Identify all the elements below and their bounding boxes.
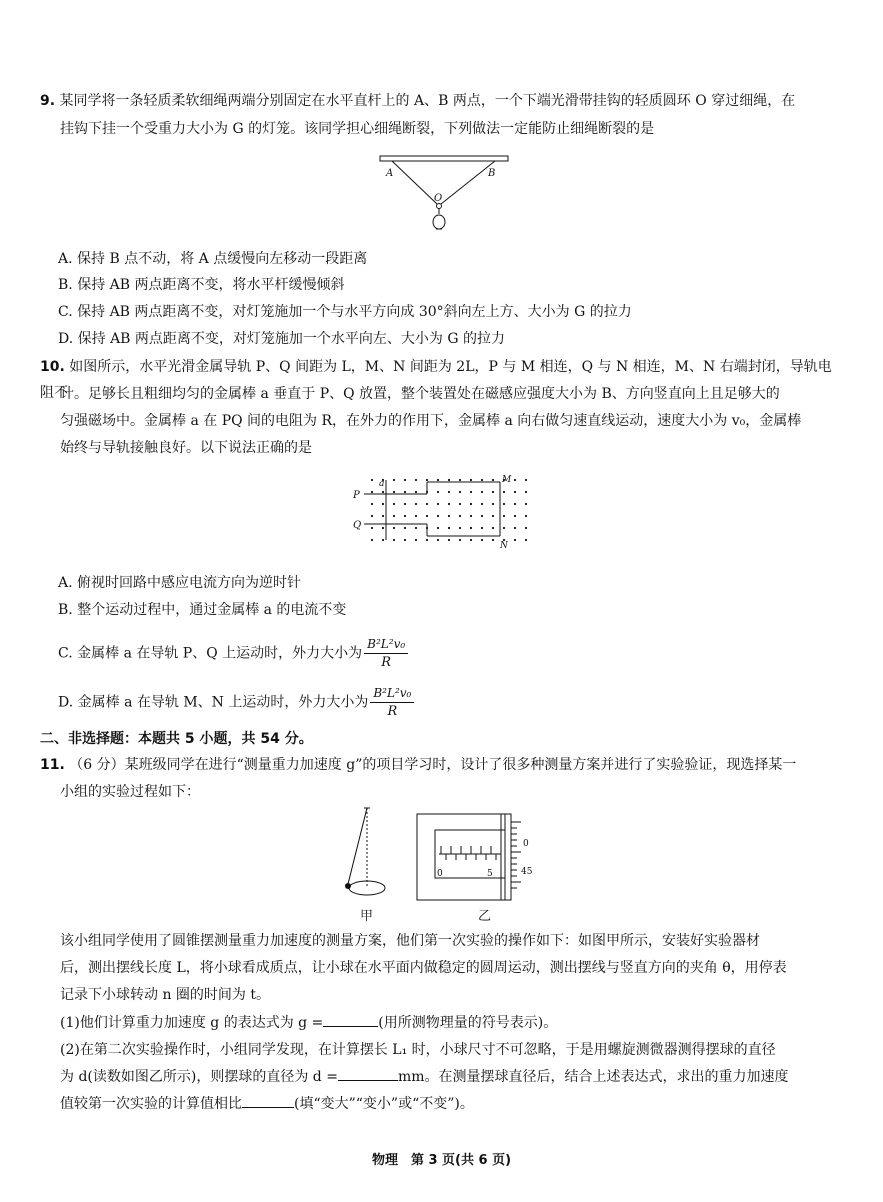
lantern-rope-figure	[370, 148, 515, 240]
field-dot	[393, 527, 395, 529]
field-dot	[437, 479, 439, 481]
field-dot	[492, 479, 494, 481]
question-10-line2: 计。足够长且粗细均匀的金属棒 a 垂直于 P、Q 放置，整个装置处在磁感应强度大小为 B、方向竖直向上且足够大的	[60, 386, 780, 402]
answer-blank-g[interactable]	[323, 1010, 378, 1027]
q11-subquestion-2-line2	[40, 1064, 855, 1090]
field-dot	[492, 527, 494, 529]
magnetic-field-dots	[371, 479, 527, 541]
q11-subquestion-1	[40, 1010, 855, 1036]
field-dot	[525, 527, 527, 529]
field-dot	[481, 491, 483, 493]
field-dot	[393, 479, 395, 481]
field-dot	[514, 515, 516, 517]
q11-subquestion-2-line3	[40, 1091, 855, 1117]
question-11-line2: 小组的实验过程如下：	[60, 784, 200, 800]
field-dot	[481, 503, 483, 505]
pendulum-string	[348, 808, 367, 884]
field-dot	[448, 491, 450, 493]
figure-caption-jia: 甲	[360, 909, 374, 924]
field-dot	[470, 527, 472, 529]
pendulum-ball	[345, 883, 351, 889]
sub2-text: 为 d(读数如图乙所示)，则摆球的直径为 d =	[60, 1069, 338, 1085]
field-dot	[404, 479, 406, 481]
option-text: C. 金属棒 a 在导轨 P、Q 上运动时，外力大小为	[58, 645, 363, 662]
page-footer: 物理 第 3 页(共 6 页)	[371, 1153, 512, 1168]
field-dot	[415, 503, 417, 505]
field-dot	[448, 503, 450, 505]
label-b: B	[488, 168, 496, 179]
field-dot	[503, 503, 505, 505]
rope-right	[441, 161, 495, 204]
option-9c: C. 保持 AB 两点距离不变，对灯笼施加一个与水平方向成 30°斜向左上方、大小为 G 的拉力	[58, 304, 632, 320]
field-dot	[525, 491, 527, 493]
field-dot	[525, 503, 527, 505]
sub2-text-end: (填“变大”“变小”或“不变”)。	[294, 1096, 474, 1112]
fraction-numerator: B²L²v₀	[370, 685, 414, 703]
field-dot	[437, 491, 439, 493]
field-dot	[371, 539, 373, 541]
ring-o	[437, 204, 442, 209]
field-dot	[514, 527, 516, 529]
option-10c	[58, 636, 838, 671]
field-dot	[437, 539, 439, 541]
field-dot	[525, 515, 527, 517]
fraction-denominator: R	[387, 704, 398, 719]
question-number: 11.	[40, 757, 65, 773]
rail-magnetic-field-figure	[350, 474, 550, 554]
field-dot	[437, 527, 439, 529]
field-dot	[459, 515, 461, 517]
fraction	[370, 685, 414, 720]
question-text-line: 如图所示，水平光滑金属导轨 P、Q 间距为 L，M、N 间距为 2L，P 与 M 相连，Q 与 N 相连，M、N 右端封闭，导轨电阻不	[40, 359, 832, 401]
field-dot	[514, 479, 516, 481]
field-dot	[437, 515, 439, 517]
field-dot	[404, 527, 406, 529]
conical-pendulum-figure	[340, 806, 400, 902]
field-dot	[393, 503, 395, 505]
field-dot	[514, 539, 516, 541]
option-9d: D. 保持 AB 两点距离不变，对灯笼施加一个水平向左、大小为 G 的拉力	[58, 331, 506, 347]
field-dot	[382, 539, 384, 541]
field-dot	[371, 503, 373, 505]
field-dot	[404, 515, 406, 517]
main-scale-ticks	[441, 846, 496, 860]
sub1-text-end: (用所测物理量的符号表示)。	[378, 1015, 558, 1031]
question-number: 9.	[40, 93, 56, 109]
field-dot	[382, 491, 384, 493]
field-dot	[448, 479, 450, 481]
field-dot	[514, 491, 516, 493]
option-10a: A. 俯视时回路中感应电流方向为逆时针	[58, 575, 302, 591]
field-dot	[503, 515, 505, 517]
field-dot	[481, 527, 483, 529]
rope-left	[392, 161, 437, 204]
field-dot	[415, 527, 417, 529]
label-q: Q	[353, 520, 362, 531]
field-dot	[459, 479, 461, 481]
field-dot	[448, 515, 450, 517]
field-dot	[525, 479, 527, 481]
fraction-denominator: R	[381, 655, 392, 670]
field-dot	[393, 515, 395, 517]
field-dot	[470, 515, 472, 517]
field-dot	[481, 479, 483, 481]
thimble-scale-ticks	[511, 822, 521, 888]
label-m: M	[502, 475, 512, 485]
field-dot	[481, 515, 483, 517]
field-dot	[459, 539, 461, 541]
field-dot	[415, 479, 417, 481]
field-dot	[371, 515, 373, 517]
label-o: O	[434, 193, 443, 204]
section-heading: 二、非选择题：本题共 5 小题，共 54 分。	[40, 731, 313, 747]
option-9b: B. 保持 AB 两点距离不变，将水平杆缓慢倾斜	[58, 277, 345, 293]
sub2-text-end: mm。在测量摆球直径后，结合上述表达式，求出的重力加速度	[397, 1069, 789, 1085]
field-dot	[404, 503, 406, 505]
field-dot	[382, 515, 384, 517]
field-dot	[459, 491, 461, 493]
main-label-5: 5	[487, 869, 493, 879]
label-n: N	[500, 541, 508, 551]
option-10b: B. 整个运动过程中，通过金属棒 a 的电流不变	[58, 602, 347, 618]
field-dot	[426, 539, 428, 541]
field-dot	[470, 479, 472, 481]
field-dot	[371, 527, 373, 529]
field-dot	[470, 503, 472, 505]
field-dot	[459, 503, 461, 505]
field-dot	[448, 539, 450, 541]
sub2-text: 值较第一次实验的计算值相比	[60, 1096, 242, 1112]
answer-blank-change[interactable]	[242, 1091, 294, 1108]
question-text-line: 某同学将一条轻质柔软细绳两端分别固定在水平直杆上的 A、B 两点，一个下端光滑带挂钩的轻质圆环 O 穿过细绳，在	[59, 93, 796, 109]
field-dot	[404, 491, 406, 493]
lantern-icon	[433, 215, 445, 229]
fraction-numerator: B²L²v₀	[364, 636, 408, 654]
field-dot	[503, 527, 505, 529]
main-label-0: 0	[437, 869, 443, 879]
field-dot	[415, 539, 417, 541]
field-dot	[492, 503, 494, 505]
field-dot	[382, 503, 384, 505]
option-text: D. 金属棒 a 在导轨 M、N 上运动时，外力大小为	[58, 694, 369, 711]
field-dot	[426, 503, 428, 505]
q11-paragraph-2: 后，测出摆线长度 L，将小球看成质点，让小球在水平面内做稳定的圆周运动，测出摆线与竖直方向的夹角 θ，用停表	[60, 960, 787, 976]
field-dot	[470, 491, 472, 493]
question-9	[40, 88, 835, 114]
field-dot	[415, 491, 417, 493]
q11-paragraph-1: 该小组同学使用了圆锥摆测量重力加速度的测量方案，他们第一次实验的操作如下：如图甲所示，安装好实验器材	[60, 933, 760, 949]
question-10-line3: 匀强磁场中。金属棒 a 在 PQ 间的电阻为 R，在外力的作用下，金属棒 a 向右做匀速直线运动，速度大小为 v₀，金属棒	[60, 413, 802, 429]
field-dot	[448, 527, 450, 529]
field-dot	[404, 539, 406, 541]
figure-caption-yi: 乙	[478, 909, 492, 924]
option-10d	[58, 685, 838, 720]
thimble-label-0: 0	[523, 839, 529, 849]
q11-paragraph-3: 记录下小球转动 n 圈的时间为 t。	[60, 987, 270, 1003]
field-dot	[382, 527, 384, 529]
thimble	[501, 814, 511, 900]
field-dot	[481, 539, 483, 541]
horizontal-rod	[380, 156, 508, 161]
field-dot	[437, 503, 439, 505]
sub1-text: (1)他们计算重力加速度 g 的表达式为 g =	[60, 1015, 324, 1031]
field-dot	[371, 491, 373, 493]
micrometer-figure	[415, 812, 545, 904]
q11-subquestion-2-line1: (2)在第二次实验操作时，小组同学发现，在计算摆长 L₁ 时，小球尺寸不可忽略，于是用螺旋测微器测得摆球的直径	[60, 1042, 776, 1058]
field-dot	[426, 515, 428, 517]
question-text-line: 挂钩下挂一个受重力大小为 G 的灯笼。该同学担心细绳断裂，下列做法一定能防止细绳断裂的是	[60, 121, 655, 137]
question-11	[40, 752, 835, 778]
field-dot	[371, 479, 373, 481]
field-dot	[492, 539, 494, 541]
question-9-line2	[40, 116, 855, 142]
field-dot	[393, 539, 395, 541]
label-a: A	[386, 168, 394, 179]
field-dot	[470, 539, 472, 541]
field-dot	[525, 539, 527, 541]
fraction	[364, 636, 408, 671]
field-dot	[492, 491, 494, 493]
question-10-line4: 始终与导轨接触良好。以下说法正确的是	[60, 440, 312, 456]
field-dot	[503, 491, 505, 493]
question-number: 10.	[40, 359, 65, 375]
micrometer-frame	[417, 814, 505, 900]
field-dot	[426, 479, 428, 481]
field-dot	[492, 515, 494, 517]
label-rod-a: a	[379, 479, 385, 489]
field-dot	[415, 515, 417, 517]
thimble-label-45: 45	[521, 867, 533, 877]
option-9a: A. 保持 B 点不动，将 A 点缓慢向左移动一段距离	[58, 251, 368, 267]
question-text-line: （6 分）某班级同学在进行“测量重力加速度 g”的项目学习时，设计了很多种测量方案并进行了实验验证，现选择某一	[69, 757, 797, 773]
answer-blank-d[interactable]	[338, 1064, 398, 1081]
field-dot	[514, 503, 516, 505]
field-dot	[459, 527, 461, 529]
field-dot	[393, 491, 395, 493]
label-p: P	[353, 490, 360, 501]
